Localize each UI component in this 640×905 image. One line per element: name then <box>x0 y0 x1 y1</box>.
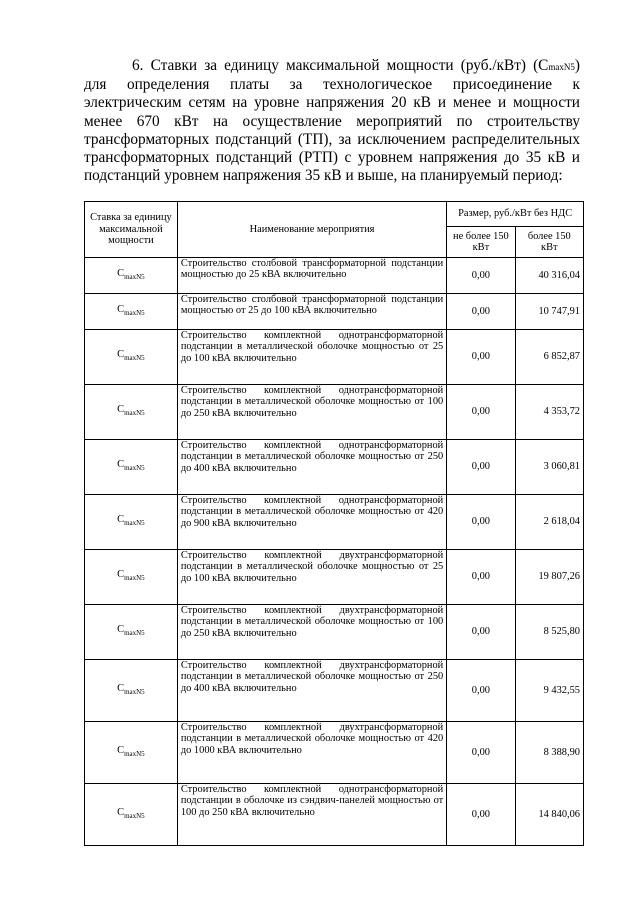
rate-code-letter: С <box>117 569 125 581</box>
table-row <box>85 440 584 495</box>
table-body <box>85 258 584 846</box>
activity-name: Строительство комплектной однотрансформаторной подстанции в металлической оболочке мощностью от 420 до 900 кВА включительно <box>177 495 446 550</box>
intro-rest: ) для определения платы за технологическое присоединение к электрическим сетям на уровне напряжения 20 кВ и менее и мощности менее 670 кВт на осуществление мероприятий по строительству трансформаторных подстанций (ТП), за исключением распределительных трансформаторных подстанций (РТП) с уровнем напряжения до 35 кВ и подстанций уровнем напряжения 35 кВ и выше, на планируемый период: <box>84 57 580 185</box>
activity-name: Строительство комплектной однотрансформаторной подстанции в оболочке из сэндвич-панелей мощностью от 100 до 250 кВА включительно <box>177 784 446 846</box>
rate-code <box>85 660 178 722</box>
rate-code-subscript: maxN5 <box>124 811 145 820</box>
rate-code <box>85 385 178 440</box>
header-rate: Ставка за единицу максимальной мощности <box>85 202 178 258</box>
rate-code-letter: С <box>117 459 125 471</box>
rate-up-to-150: 0,00 <box>447 550 515 605</box>
table-row <box>85 550 584 605</box>
table-row <box>85 722 584 784</box>
rate-up-to-150: 0,00 <box>447 294 515 330</box>
rate-code-subscript: maxN5 <box>124 464 145 473</box>
rate-code-subscript: maxN5 <box>124 574 145 583</box>
rate-code-letter: С <box>117 404 125 416</box>
header-over-150: более 150 кВт <box>515 227 583 258</box>
rate-code <box>85 605 178 660</box>
table-row <box>85 495 584 550</box>
rate-up-to-150: 0,00 <box>447 722 515 784</box>
rate-code-letter: С <box>117 682 125 694</box>
rate-code-letter: С <box>117 267 125 279</box>
header-activity: Наименование мероприятия <box>177 202 446 258</box>
rate-up-to-150: 0,00 <box>447 660 515 722</box>
rate-over-150: 19 807,26 <box>515 550 583 605</box>
rate-code-subscript: maxN5 <box>124 749 145 758</box>
activity-name: Строительство комплектной однотрансформаторной подстанции в металлической оболочке мощностью от 250 до 400 кВА включительно <box>177 440 446 495</box>
rate-code-letter: С <box>117 514 125 526</box>
rate-code <box>85 440 178 495</box>
rate-over-150: 14 840,06 <box>515 784 583 846</box>
activity-name: Строительство столбовой трансформаторной подстанции мощностью до 25 кВА включительно <box>177 258 446 294</box>
rates-table <box>84 201 584 846</box>
rate-code <box>85 550 178 605</box>
table-row <box>85 784 584 846</box>
rate-code-subscript: maxN5 <box>124 308 145 317</box>
rate-code-subscript: maxN5 <box>124 629 145 638</box>
rate-code-subscript: maxN5 <box>124 354 145 363</box>
activity-name: Строительство комплектной двухтрансформаторной подстанции в металлической оболочке мощностью от 25 до 100 кВА включительно <box>177 550 446 605</box>
rate-over-150: 10 747,91 <box>515 294 583 330</box>
rate-up-to-150: 0,00 <box>447 495 515 550</box>
activity-name: Строительство комплектной однотрансформаторной подстанции в металлической оболочке мощностью от 100 до 250 кВА включительно <box>177 385 446 440</box>
rate-up-to-150: 0,00 <box>447 330 515 385</box>
table-row <box>85 385 584 440</box>
rate-code-subscript: maxN5 <box>124 687 145 696</box>
rate-code-subscript: maxN5 <box>124 409 145 418</box>
intro-paragraph <box>84 57 580 185</box>
rate-code <box>85 495 178 550</box>
table-row <box>85 605 584 660</box>
rate-code-letter: С <box>117 744 125 756</box>
rate-over-150: 6 852,87 <box>515 330 583 385</box>
rate-code-letter: С <box>117 349 125 361</box>
activity-name: Строительство комплектной двухтрансформаторной подстанции в металлической оболочке мощностью от 250 до 400 кВА включительно <box>177 660 446 722</box>
activity-name: Строительство комплектной однотрансформаторной подстанции в металлической оболочке мощностью от 25 до 100 кВА включительно <box>177 330 446 385</box>
rate-over-150: 4 353,72 <box>515 385 583 440</box>
rate-code <box>85 722 178 784</box>
rate-code-letter: С <box>117 806 125 818</box>
activity-name: Строительство комплектной двухтрансформаторной подстанции в металлической оболочке мощностью от 100 до 250 кВА включительно <box>177 605 446 660</box>
rate-over-150: 8 525,80 <box>515 605 583 660</box>
rate-code <box>85 258 178 294</box>
rate-code-letter: С <box>117 624 125 636</box>
table-header <box>85 202 584 258</box>
rate-over-150: 8 388,90 <box>515 722 583 784</box>
table-row <box>85 660 584 722</box>
table-row <box>85 294 584 330</box>
rate-up-to-150: 0,00 <box>447 385 515 440</box>
intro-lead: 6. Ставки за единицу максимальной мощности (руб./кВт) (С <box>132 57 549 74</box>
rate-up-to-150: 0,00 <box>447 784 515 846</box>
intro-subscript: maxN5 <box>548 62 575 72</box>
header-size-group: Размер, руб./кВт без НДС <box>447 202 584 227</box>
activity-name: Строительство столбовой трансформаторной подстанции мощностью от 25 до 100 кВА включительно <box>177 294 446 330</box>
header-up-to-150: не более 150 кВт <box>447 227 515 258</box>
table-row <box>85 330 584 385</box>
rate-up-to-150: 0,00 <box>447 258 515 294</box>
rate-code <box>85 330 178 385</box>
activity-name: Строительство комплектной двухтрансформаторной подстанции в металлической оболочке мощностью от 420 до 1000 кВА включительно <box>177 722 446 784</box>
rate-code-subscript: maxN5 <box>124 519 145 528</box>
rate-up-to-150: 0,00 <box>447 440 515 495</box>
rate-code-subscript: maxN5 <box>124 272 145 281</box>
table-row <box>85 258 584 294</box>
rate-over-150: 9 432,55 <box>515 660 583 722</box>
rate-code <box>85 784 178 846</box>
rate-code-letter: С <box>117 303 125 315</box>
rate-over-150: 3 060,81 <box>515 440 583 495</box>
rate-over-150: 2 618,04 <box>515 495 583 550</box>
rate-up-to-150: 0,00 <box>447 605 515 660</box>
rate-over-150: 40 316,04 <box>515 258 583 294</box>
rate-code <box>85 294 178 330</box>
intro-text <box>84 57 580 185</box>
